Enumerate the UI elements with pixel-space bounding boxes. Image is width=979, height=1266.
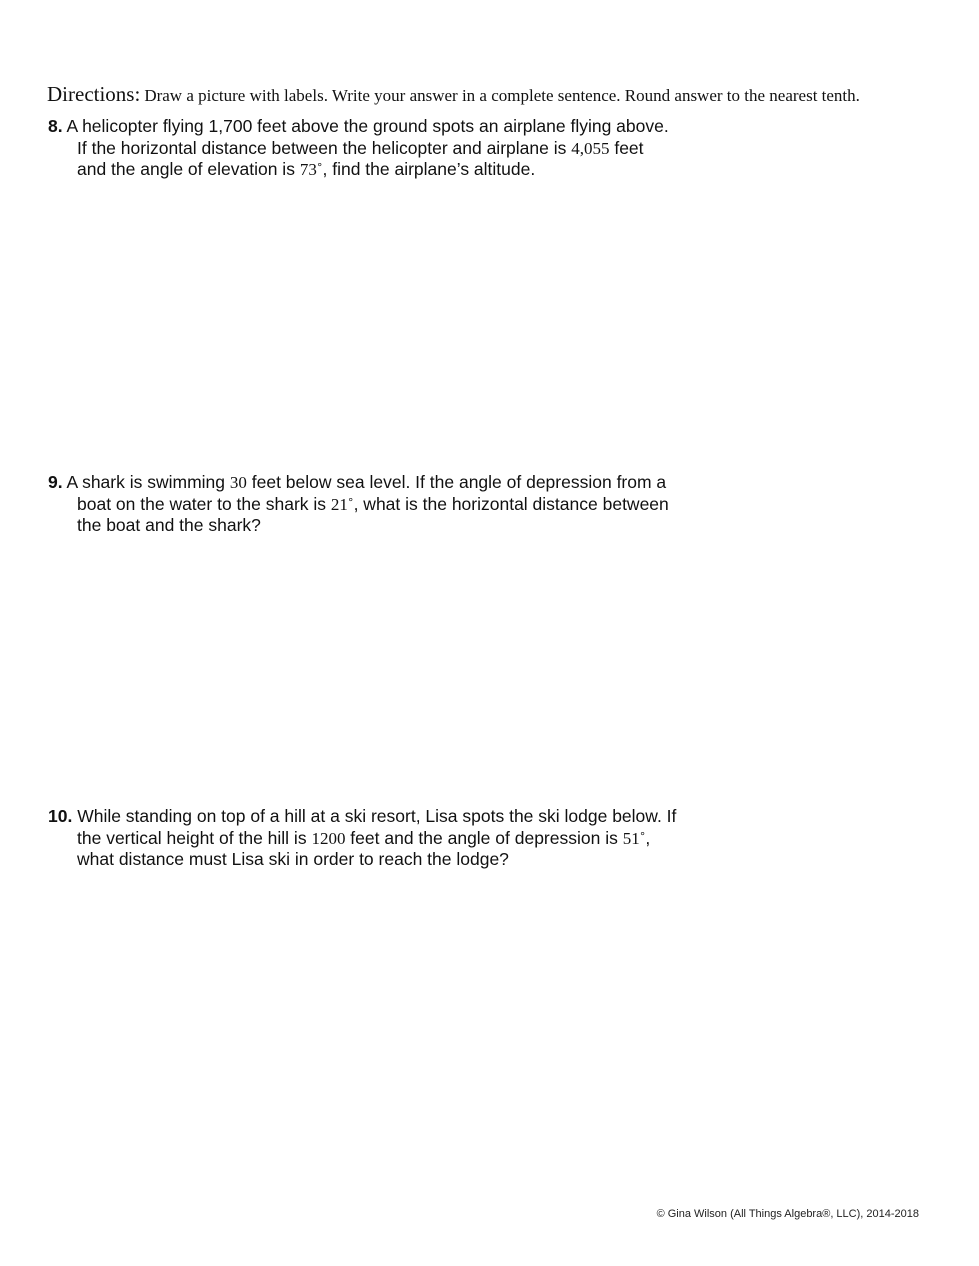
problem-value: 1200 <box>311 828 346 848</box>
problem-9 <box>48 472 677 537</box>
problem-angle: 73˚ <box>299 160 323 179</box>
problem-number: 9. <box>48 472 63 492</box>
copyright-footer: © Gina Wilson (All Things Algebra®, LLC), 2014-2018 <box>656 1208 919 1220</box>
problem-angle: 21˚ <box>330 494 354 514</box>
problem-text: , what distance must Lisa ski in order to reach the lodge? <box>77 827 651 869</box>
directions-label: Directions: <box>47 82 141 106</box>
directions-text: Draw a picture with labels. Write your answer in a complete sentence. Round answer to the nearest tenth. <box>144 86 860 105</box>
problem-number: 10. <box>48 806 73 826</box>
problem-value: 4,055 <box>571 138 610 158</box>
problem-text: , what is the horizontal distance between the boat and the shark? <box>77 493 669 535</box>
problem-text: feet below sea level. If the angle of depression from a boat on the water to the shark is <box>77 472 667 514</box>
directions <box>47 82 947 107</box>
problem-text: A shark is swimming <box>62 472 230 492</box>
problem-text: While standing on top of a hill at a ski resort, Lisa spots the ski lodge below. If the vertical height of the hill is <box>72 806 677 848</box>
problem-number: 8. <box>48 116 63 136</box>
problem-8 <box>48 116 677 181</box>
problem-text: A helicopter flying 1,700 feet above the ground spots an airplane flying above. If the horizontal distance between the helicopter and airplane is <box>62 116 669 158</box>
problem-value: 30 <box>229 473 247 492</box>
problem-text: , find the airplane’s altitude. <box>322 159 536 179</box>
problem-text: feet and the angle of elevation is <box>77 137 644 179</box>
problem-angle: 51˚ <box>622 828 646 848</box>
problem-10 <box>48 806 677 871</box>
problem-text: feet and the angle of depression is <box>345 827 623 848</box>
